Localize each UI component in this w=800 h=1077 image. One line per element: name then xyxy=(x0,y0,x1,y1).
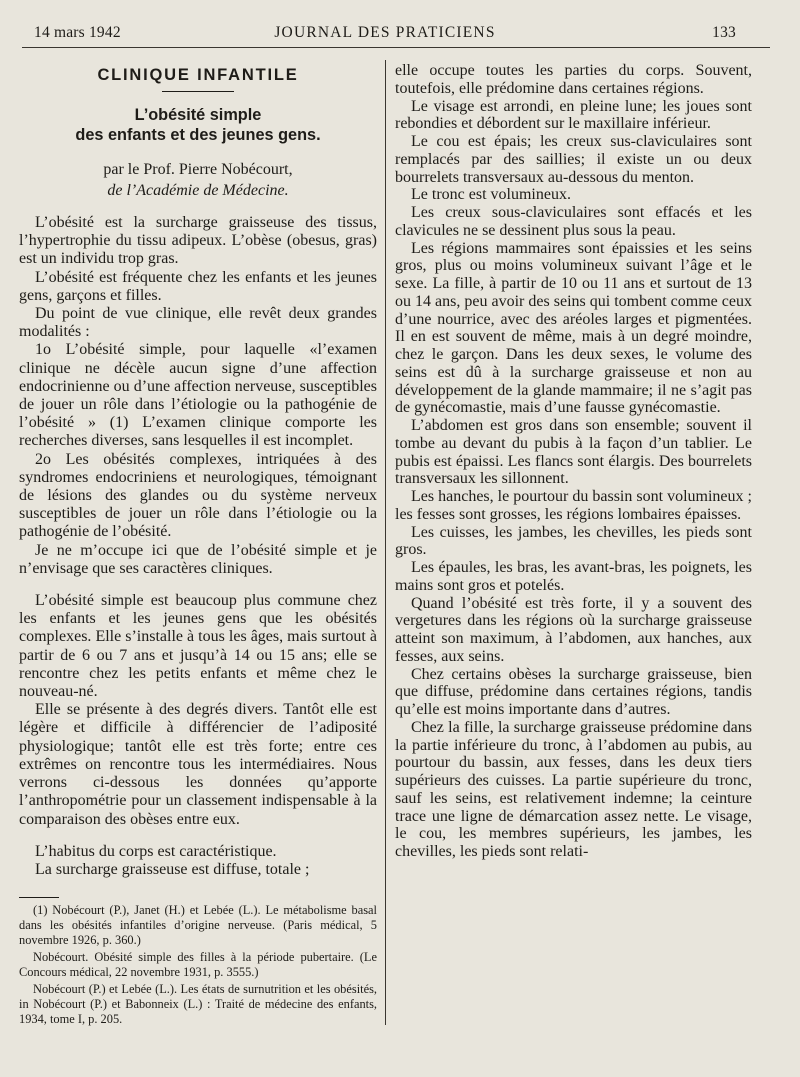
right-column xyxy=(395,62,752,861)
paragraph-right-1: elle occupe toutes les parties du corps. Souvent, toutefois, elle prédomine dans certaines régions. xyxy=(395,62,752,97)
header-date: 14 mars 1942 xyxy=(34,24,121,41)
section-rule xyxy=(162,91,234,92)
paragraph-left-8: Elle se présente à des degrés divers. Tantôt elle est légère et difficile à différencier de l’adiposité physiologique; tantôt elle est très forte; entre ces extrêmes on rencontre tous les intermédiaires. Nous verrons ci-dessous les données qu’apporte l’anthropométrie pour un classement indispensable à la comparaison des obèses entre eux. xyxy=(19,701,377,828)
paragraph-right-6: Les régions mammaires sont épaissies et les seins gros, plus ou moins volumineux suivant l’âge et le sexe. La fille, à partir de 10 ou 11 ans et surtout de 13 ou 14 ans, peu avoir des seins qui tombent comme ceux d’une nourrice, avec des aréoles larges et pigmentées. Il en est souvent de même, mais à un degré moindre, chez le garçon. Dans les deux sexes, le volume des seins est dû à la surcharge graisseuse et non au développement de la glande mammaire; il ne s’agit pas de gynécomastie, mais d’une fausse gynécomastie. xyxy=(395,239,752,417)
paragraph-right-5: Les creux sous-claviculaires sont effacés et les clavicules ne se dessinent plus sous la peau. xyxy=(395,204,752,239)
paragraph-left-10: La surcharge graisseuse est diffuse, totale ; xyxy=(35,860,310,878)
article-title-line-1: L’obésité simple xyxy=(134,106,262,124)
author-name: par le Prof. Pierre Nobécourt, xyxy=(103,161,293,178)
paragraph-right-12: Chez certains obèses la surcharge graisseuse, bien que diffuse, prédomine dans certaines régions, tandis qu’elle est moins importante dans d’autres. xyxy=(395,665,752,718)
paragraph-right-7: L’abdomen est gros dans son ensemble; souvent il tombe au devant du pubis à la façon d’un tablier. Le pubis est épaissi. Les flancs sont élargis. Des bourrelets transversaux les sillonnent. xyxy=(395,417,752,488)
paragraph-right-10: Les épaules, les bras, les avant-bras, les poignets, les mains sont gros et potelés. xyxy=(395,559,752,594)
paragraph-gap xyxy=(19,578,377,592)
footnote-3: Nobécourt (P.) et Lebée (L.). Les états de surnutrition et les obésités, in Nobécourt (P.) et Babonneix (L.) : Traité de médecine des enfants, 1934, tome I, p. 205. xyxy=(19,982,377,1027)
left-column xyxy=(19,62,377,1027)
running-header xyxy=(34,24,736,44)
paragraph-left-1: L’obésité est la surcharge graisseuse des tissus, l’hypertrophie du tissu adipeux. L’obèse (obesus, gras) est un individu trop gras. xyxy=(19,214,377,268)
paragraph-left-6: Je ne m’occupe ici que de l’obésité simple et je n’envisage que ses caractères cliniques. xyxy=(19,541,377,577)
footnote-2: Nobécourt. Obésité simple des filles à la période pubertaire. (Le Concours médical, 22 novembre 1931, p. 3555.) xyxy=(19,950,377,980)
paragraph-right-3: Le cou est épais; les creux sus-claviculaires sont remplacés par des saillies; il existe un ou deux bourrelets transversaux au-dessous du menton. xyxy=(395,133,752,186)
header-journal-name: JOURNAL DES PRATICIENS xyxy=(274,24,496,41)
paragraph-left-9: L’habitus du corps est caractéristique. xyxy=(35,842,277,860)
article-title xyxy=(19,105,377,145)
paragraph-left-4: 1o L’obésité simple, pour laquelle «l’examen clinique ne décèle aucun signe d’une affection endocrinienne ou d’une affection nerveuse, susceptibles de jouer un rôle dans l’étiologie ou la pathogénie de l’obésité » (1) L’examen clinique comporte les recherches diverses, sans lesquelles il est incomplet. xyxy=(19,341,377,450)
paragraph-left-5: 2o Les obésités complexes, intriquées à des syndromes endocriniens et neurologiques, témoignant de lésions des glandes ou du système nerveux susceptibles de jouer un rôle dans l’étiologie ou la pathogénie de l’obésité. xyxy=(19,450,377,541)
paragraph-gap xyxy=(19,829,377,843)
paragraph-right-13: Chez la fille, la surcharge graisseuse prédomine dans la partie inférieure du tronc, à l’abdomen au pubis, au pourtour du bassin, aux fesses, dans les deux tiers supérieurs des cuisses. La partie supérieure du tronc, sauf les seins, est relativement indemne; la ceinture trace une ligne de démarcation assez nette. Le visage, le cou, les membres supérieurs, les jambes, les chevilles, les pieds sont relati- xyxy=(395,718,752,860)
paragraph-right-11: Quand l’obésité est très forte, il y a souvent des vergetures dans les régions où la surcharge graisseuse atteint son maximum, à l’abdomen, aux hanches, aux fesses, aux seins. xyxy=(395,594,752,665)
article-title-line-2: des enfants et des jeunes gens. xyxy=(75,126,321,144)
paragraph-right-4: Le tronc est volumineux. xyxy=(411,186,571,204)
paragraph-left-2: L’obésité est fréquente chez les enfants et les jeunes gens, garçons et filles. xyxy=(19,268,377,304)
author-affiliation: de l’Académie de Médecine. xyxy=(107,182,289,199)
footnote-rule xyxy=(19,897,59,898)
column-divider xyxy=(385,60,386,1025)
header-rule xyxy=(22,47,770,48)
paragraph-right-2: Le visage est arrondi, en pleine lune; les joues sont rebondies et débordent sur le maxillaire inférieur. xyxy=(395,97,752,133)
paragraph-left-7: L’obésité simple est beaucoup plus commune chez les enfants et les jeunes gens que les obésités complexes. Elle s’installe à tous les âges, mais surtout à partir de 6 ou 7 ans et jusqu’à 14 ou 15 ans; elle se rencontre chez les petits enfants et même chez le nouveau-né. xyxy=(19,592,377,701)
paragraph-left-3: Du point de vue clinique, elle revêt deux grandes modalités : xyxy=(19,305,377,341)
paragraph-right-8: Les hanches, le pourtour du bassin sont volumineux ; les fesses sont grosses, les régions lombaires épaisses. xyxy=(395,488,752,523)
paragraph-right-9: Les cuisses, les jambes, les chevilles, les pieds sont gros. xyxy=(395,523,752,559)
footnote-1: (1) Nobécourt (P.), Janet (H.) et Lebée (L.). Le métabolisme basal dans les obésités infantiles d’origine nerveuse. (Paris médical, 5 novembre 1926, p. 360.) xyxy=(19,903,377,948)
section-heading: CLINIQUE INFANTILE xyxy=(97,66,299,84)
author-byline xyxy=(19,159,377,201)
header-page-number: 133 xyxy=(712,24,736,41)
